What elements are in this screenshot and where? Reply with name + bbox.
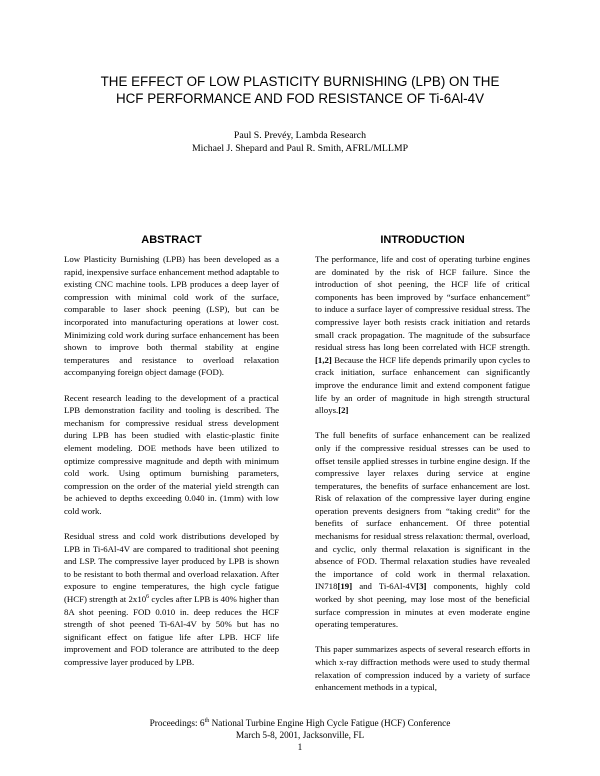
footer-text-b: National Turbine Engine High Cycle Fatigue (HCF) Conference <box>209 719 451 729</box>
introduction-heading: INTRODUCTION <box>380 234 465 246</box>
introduction-column <box>315 253 530 706</box>
intro-p1-text-b: Because the HCF life depends primarily upon cycles to crack initiation, surface enhancement can significantly improve the endurance limit and extend component fatigue life by an order of magnitude in high strength structural alloys. <box>315 354 530 416</box>
author-line-2: Michael J. Shepard and Paul R. Smith, AFRL/MLLMP <box>191 143 409 154</box>
intro-p1-citation-1: [1,2] <box>315 354 332 365</box>
intro-p1-text-a: The performance, life and cost of operating turbine engines are dominated by the risk of HCF failure. Since the introduction of shot peening, the HCF life of critical components has been improved by “surface enhancement” to induce a surface layer of compressive residual stress. The compressive layer both resists crack initiation and retards small crack propagation. The magnitude of the subsurface residual stress has long been correlated with HCF strength. <box>315 254 530 353</box>
intro-p1-citation-2: [2] <box>338 405 349 416</box>
intro-p2-text-b: and Ti-6Al-4V <box>352 581 417 592</box>
abstract-heading: ABSTRACT <box>141 234 202 246</box>
title-line-1: THE EFFECT OF LOW PLASTICITY BURNISHING (LPB) ON THE <box>100 74 500 89</box>
footer-proceedings <box>80 718 520 730</box>
paper-title <box>60 73 540 107</box>
intro-p2-text-c: components, highly cold worked by shot peening, may lose most of the beneficial surface compression in minutes at even moderate engine operating temperatures. <box>315 581 530 630</box>
page-number: 1 <box>297 743 303 754</box>
abstract-paragraph-1: Low Plasticity Burnishing (LPB) has been developed as a rapid, inexpensive surface enhancement method adaptable to existing CNC machine tools. LPB produces a deep layer of compression with minimal cold work of the surface, comparable to laser shock peening (LSP), but can be incorporated into manufacturing operations at lower cost. Minimizing cold work during surface enhancement has been shown to improve both thermal stability at engine temperatures and resistance to overload relaxation accompanying foreign object damage (FOD). <box>64 254 279 378</box>
abstract-paragraph-3 <box>64 530 279 669</box>
intro-p2-citation-2: [3] <box>416 581 427 592</box>
footer-date-location: March 5-8, 2001, Jacksonville, FL <box>235 731 365 742</box>
author-line-1: Paul S. Prevéy, Lambda Research <box>233 130 367 141</box>
title-line-2: HCF PERFORMANCE AND FOD RESISTANCE OF Ti-6Al-4V <box>115 91 485 106</box>
intro-p2-text-a: The full benefits of surface enhancement can be realized only if the compressive residual stresses can be used to offset tensile applied stresses in turbine engine design. If the compressive layer relaxes during service at engine temperatures, the benefits of surface enhancement are lost. Risk of relaxation of the compressive layer during engine operation prevents designers from “taking credit” for the benefits of surface enhancement. Of three potential mechanisms for residual stress relaxation: thermal, overload, and cyclic, only thermal relaxation is significant in the absence of FOD. Thermal relaxation studies have revealed the importance of cold work in thermal relaxation. IN718 <box>315 430 530 592</box>
abstract-column <box>64 253 279 681</box>
footer-ordinal: th <box>204 717 210 724</box>
intro-p2-citation-1: [19] <box>337 581 353 592</box>
intro-paragraph-2 <box>315 429 530 631</box>
abstract-p3-exponent: 6 <box>146 594 150 601</box>
footer-text-a: Proceedings: 6 <box>149 719 205 729</box>
abstract-p3-text-a: Residual stress and cold work distributions developed by LPB in Ti-6Al-4V are compared to traditional shot peening and LSP. The compressive layer produced by LPB is shown to be resistant to both thermal and overload relaxation. After exposure to engine temperatures, the high cycle fatigue (HCF) strength at 2x10 <box>64 531 279 605</box>
page-footer <box>80 718 520 755</box>
author-block <box>100 129 500 155</box>
intro-paragraph-1 <box>315 253 530 417</box>
abstract-p3-text-b: cycles after LPB is 40% higher than 8A shot peening. FOD 0.010 in. deep reduces the HCF strength of shot peened Ti-6Al-4V by 50% but has no significant effect on fatigue life after LPB. HCF life improvement and FOD tolerance are attributed to the deep compressive layer produced by LPB. <box>64 594 279 667</box>
intro-paragraph-3: This paper summarizes aspects of several research efforts in which x-ray diffraction methods were used to study thermal relaxation of compression induced by a variety of surface enhancement methods in a typical, <box>315 644 530 693</box>
abstract-paragraph-2: Recent research leading to the development of a practical LPB demonstration facility and tooling is described. The mechanism for compressive residual stress development during LPB has been studied with elastic-plastic finite element modeling. DOE methods have been utilized to optimize compressive magnitude and depth with minimum cold work. Using optimum burnishing parameters, compression on the order of the material yield strength can be achieved to depths exceeding 0.040 in. (1mm) with low cold work. <box>64 392 279 516</box>
